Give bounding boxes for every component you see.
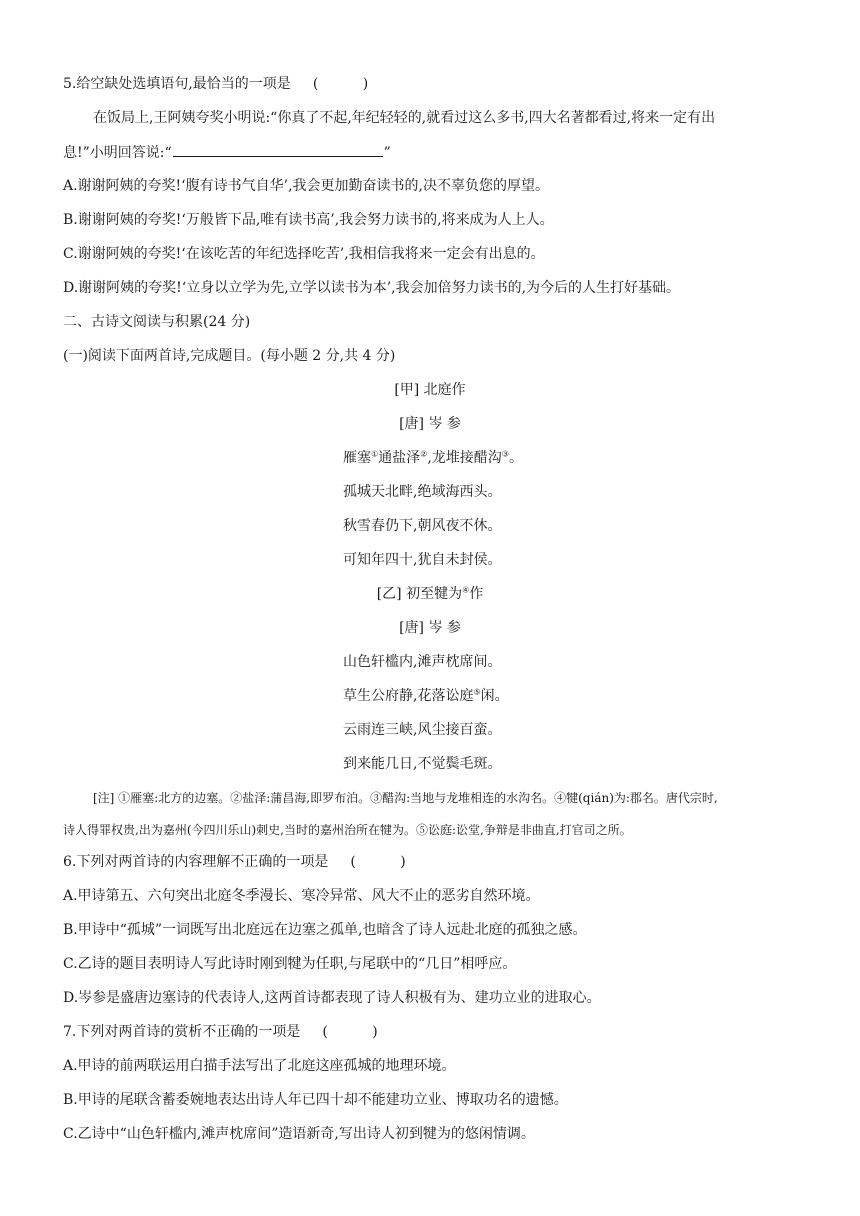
q7-option-b: B.甲诗的尾联含蓄委婉地表达出诗人年已四十却不能建功立业、博取功名的遗憾。 — [63, 1092, 568, 1108]
poem-a-line1-part3: ,龙堆接醋沟 — [427, 450, 502, 466]
q5-option-b: B.谢谢阿姨的夸奖!‘万般皆下品,唯有读书高’,我会努力读书的,将来成为人上人。 — [63, 212, 554, 228]
q6-option-b: B.甲诗中“孤城”一词既写出北庭远在边塞之孤单,也暗含了诗人远赴北庭的孤独之感。 — [63, 922, 587, 938]
poem-b-line4: 到来能几日,不觉鬓毛斑。 — [343, 756, 502, 772]
poem-a-line3: 秋雪春仍下,朝风夜不休。 — [343, 518, 502, 534]
poem-a-author: [唐] 岑 参 — [399, 416, 461, 432]
poem-b-line3: 云雨连三峡,风尘接百蛮。 — [343, 722, 502, 738]
poem-b-line2 — [343, 686, 509, 706]
poem-a-line4: 可知年四十,犹自未封侯。 — [343, 552, 502, 568]
poem-a-line1-part4: 。 — [508, 450, 523, 466]
poem-b-author: [唐] 岑 参 — [399, 620, 461, 636]
q6-option-c: C.乙诗的题目表明诗人写此诗时刚到犍为任职,与尾联中的“几日”相呼应。 — [63, 956, 517, 972]
poem-b-title-part1: [乙] 初至犍为 — [376, 586, 463, 602]
poem-a-line2: 孤城天北畔,绝域海西头。 — [343, 484, 502, 500]
poem-b-line2-part1: 草生公府静,花落讼庭 — [343, 688, 474, 704]
q6-answer-bracket: ( ) — [350, 854, 426, 870]
q5-option-a: A.谢谢阿姨的夸奖!‘腹有诗书气自华’,我会更加勤奋读书的,决不辜负您的厚望。 — [63, 178, 549, 194]
poem-b-line1: 山色轩槛内,滩声枕席间。 — [343, 654, 502, 670]
q7-option-c: C.乙诗中“山色轩槛内,滩声枕席间”造语新奇,写出诗人初到犍为的悠闲情调。 — [63, 1126, 535, 1142]
note-marker-1: ① — [371, 449, 379, 459]
poem-a-line1 — [343, 448, 523, 468]
q5-passage-line2-start: 息!”小明回答说:“ — [63, 145, 172, 161]
poem-b-title-part2: 作 — [469, 586, 484, 602]
poem-a-line1-part2: 通盐泽 — [378, 450, 421, 466]
q5-option-d: D.谢谢阿姨的夸奖!‘立身以立学为先,立学以读书为本’,我会加倍努力读书的,为今后的人生打好基础。 — [63, 280, 681, 296]
q7-stem — [63, 1022, 398, 1042]
q6-stem — [63, 852, 426, 872]
notes-line1: [注] ①雁塞:北方的边塞。②盐泽:蒲昌海,即罗布泊。③醋沟:当地与龙堆相连的水沟名。④犍(qián)为:郡名。唐代宗时, — [93, 791, 718, 805]
q6-option-d: D.岑参是盛唐边塞诗的代表诗人,这两首诗都表现了诗人积极有为、建功立业的进取心。 — [63, 990, 601, 1006]
q7-stem-text: 7.下列对两首诗的赏析不正确的一项是 — [63, 1024, 301, 1040]
poem-a-title: [甲] 北庭作 — [394, 382, 466, 398]
q5-stem — [63, 74, 388, 94]
section-sub-heading: (一)阅读下面两首诗,完成题目。(每小题 2 分,共 4 分) — [63, 348, 396, 364]
q5-stem-text: 5.给空缺处选填语句,最恰当的一项是 — [63, 76, 291, 92]
poem-b-line2-part2: 闲。 — [480, 688, 509, 704]
q5-option-c: C.谢谢阿姨的夸奖!‘在该吃苦的年纪选择吃苦’,我相信我将来一定会有出息的。 — [63, 246, 545, 262]
q5-answer-blank — [173, 142, 383, 157]
q5-passage-line2 — [63, 142, 391, 163]
q7-option-a: A.甲诗的前两联运用白描手法写出了北庭这座孤城的地理环境。 — [63, 1058, 456, 1074]
poem-a-line1-part1: 雁塞 — [343, 450, 371, 466]
q5-passage-line1: 在饭局上,王阿姨夸奖小明说:“你真了不起,年纪轻轻的,就看过这么多书,四大名著都看过,将来一定有出 — [93, 110, 716, 126]
notes-line2: 诗人得罪权贵,出为嘉州(今四川乐山)刺史,当时的嘉州治所在犍为。⑤讼庭:讼堂,争辩是非曲直,打官司之所。 — [63, 823, 632, 837]
q6-option-a: A.甲诗第五、六句突出北庭冬季漫长、寒冷异常、风大不止的恶劣自然环境。 — [63, 888, 540, 904]
note-marker-4: ④ — [462, 585, 470, 595]
q5-answer-bracket: ( ) — [312, 76, 389, 92]
q6-stem-text: 6.下列对两首诗的内容理解不正确的一项是 — [63, 854, 329, 870]
poem-b-title — [0, 584, 860, 604]
note-marker-2: ② — [420, 449, 428, 459]
q5-passage-line2-end: ” — [383, 145, 391, 161]
section-heading: 二、古诗文阅读与积累(24 分) — [63, 314, 251, 330]
note-marker-3: ③ — [501, 449, 509, 459]
q7-answer-bracket: ( ) — [322, 1024, 398, 1040]
note-marker-5: ⑤ — [473, 687, 481, 697]
